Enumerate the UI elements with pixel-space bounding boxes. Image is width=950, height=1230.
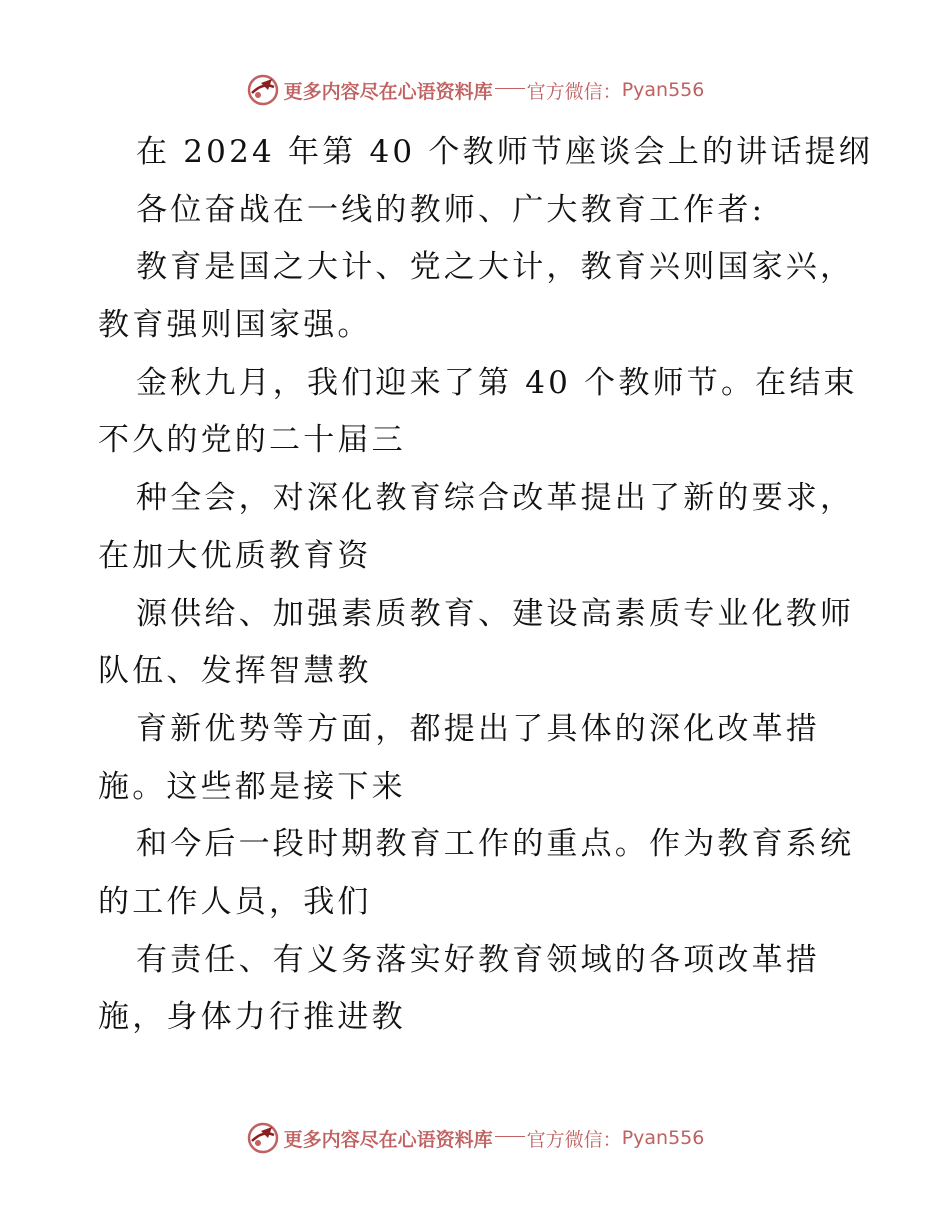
paragraph-line: 队伍、发挥智慧教	[98, 653, 372, 690]
paragraph-line: 金秋九月，我们迎来了第 40 个教师节。在结束	[136, 364, 858, 401]
paragraph-line: 教育是国之大计、党之大计，教育兴则国家兴，	[136, 249, 855, 286]
header-banner	[0, 70, 950, 110]
paragraph-line: 教育强则国家强。	[98, 307, 372, 344]
paragraph-line: 的工作人员，我们	[98, 883, 372, 920]
paragraph-line: 不久的党的二十届三	[98, 422, 406, 459]
header-banner-content	[246, 73, 705, 107]
header-site-text: 更多内容尽在心语资料库	[283, 80, 493, 103]
footer-dash-divider	[495, 1136, 525, 1137]
document-title: 在 2024 年第 40 个教师节座谈会上的讲话提纲	[136, 134, 873, 170]
salutation: 各位奋战在一线的教师、广大教育工作者:	[136, 191, 766, 228]
paragraph-line: 和今后一段时期教育工作的重点。作为教育系统	[136, 826, 855, 863]
header-dash-divider	[495, 88, 525, 89]
paragraph-line: 种全会，对深化教育综合改革提出了新的要求，	[136, 480, 855, 517]
document-body	[98, 124, 873, 1047]
paragraph-line: 施。这些都是接下来	[98, 768, 406, 805]
footer-site-text: 更多内容尽在心语资料库	[283, 1128, 493, 1151]
header-contact-label: 官方微信：	[526, 80, 622, 103]
footer-banner	[0, 1118, 950, 1158]
paragraph-line: 施，身体力行推进教	[98, 999, 406, 1036]
footer-contact-id: Pyan556	[621, 1127, 705, 1149]
footer-contact-label: 官方微信：	[526, 1128, 622, 1151]
paragraph-line: 有责任、有义务落实好教育领域的各项改革措	[136, 941, 820, 978]
pen-nib-logo-icon	[246, 1121, 280, 1155]
paragraph-line: 在加大优质教育资	[98, 537, 372, 574]
header-contact-id: Pyan556	[621, 79, 705, 101]
paragraph-line: 源供给、加强素质教育、建设高素质专业化教师	[136, 595, 855, 632]
footer-banner-content	[246, 1121, 705, 1155]
paragraph-line: 育新优势等方面，都提出了具体的深化改革措	[136, 710, 820, 747]
pen-nib-logo-icon	[246, 73, 280, 107]
